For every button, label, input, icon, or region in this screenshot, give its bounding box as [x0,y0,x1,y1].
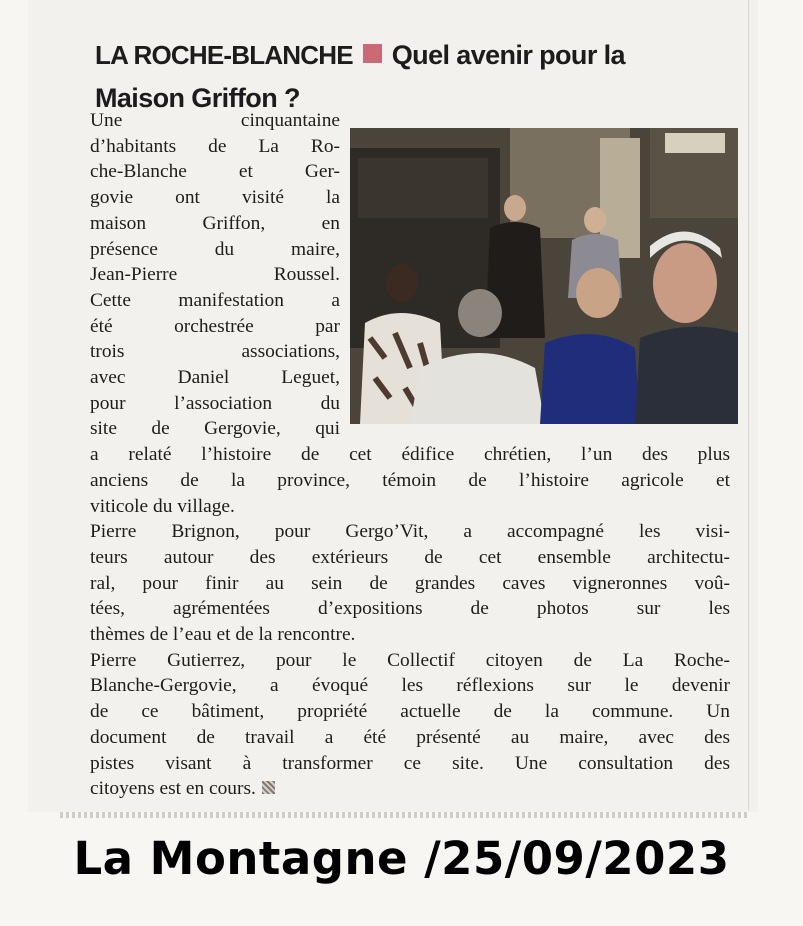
body-line: maison Griffon, en [90,212,340,234]
body-line: Jean-Pierre Roussel. [90,264,340,286]
body-line: de ce bâtiment, propriété actuelle de la commune. Un [90,701,730,723]
clipping-cut-line [60,812,750,818]
clipping-edge [748,0,749,810]
body-line: site de Gergovie, qui [90,418,340,440]
article-title-part1: Quel avenir pour la [391,40,625,70]
body-line: anciens de la province, témoin de l’histoire agricole et [90,469,730,491]
body-line: d’habitants de La Ro- [90,135,340,157]
body-line: viticole du village. [90,495,235,517]
body-line: tées, agrémentées d’expositions de photos sur les [90,598,730,620]
article-kicker: LA ROCHE-BLANCHE [95,40,353,70]
body-line: trois associations, [90,341,340,363]
body-line: Pierre Gutierrez, pour le Collectif citoyen de La Roche- [90,649,730,671]
body-line: ral, pour finir au sein de grandes caves vigneronnes voû- [90,572,730,594]
body-line: teurs autour des extérieurs de cet ensemble architectu- [90,546,730,568]
body-line: Blanche-Gergovie, a évoqué les réflexions sur le devenir [90,675,730,697]
body-line: été orchestrée par [90,315,340,337]
body-line: pour l’association du [90,392,340,414]
article-title-part2: Maison Griffon ? [95,83,300,113]
body-line: Une cinquantaine [90,110,340,131]
article-body [90,108,730,802]
body-line: présence du maire, [90,238,340,260]
body-line: thèmes de l’eau et de la rencontre. [90,624,356,646]
body-line: document de travail a été présenté au maire, avec des [90,726,730,748]
article-wide-column [90,442,730,802]
body-line: a relaté l’histoire de cet édifice chrétien, l’un des plus [90,444,730,466]
body-line: Pierre Brignon, pour Gergo’Vit, a accompagné les visi- [90,521,730,543]
kicker-square-icon [363,44,382,63]
body-line: pistes visant à transformer ce site. Une consultation des [90,752,730,774]
article-narrow-column [90,108,340,442]
end-of-article-icon [262,781,275,794]
body-line: che-Blanche et Ger- [90,161,340,183]
body-line: Cette manifestation a [90,289,340,311]
body-last-line [90,776,730,802]
body-line-text: citoyens est en cours. [90,778,256,800]
source-caption: La Montagne /25/09/2023 [73,832,730,885]
body-line: govie ont visité la [90,187,340,209]
body-line: avec Daniel Leguet, [90,367,340,389]
